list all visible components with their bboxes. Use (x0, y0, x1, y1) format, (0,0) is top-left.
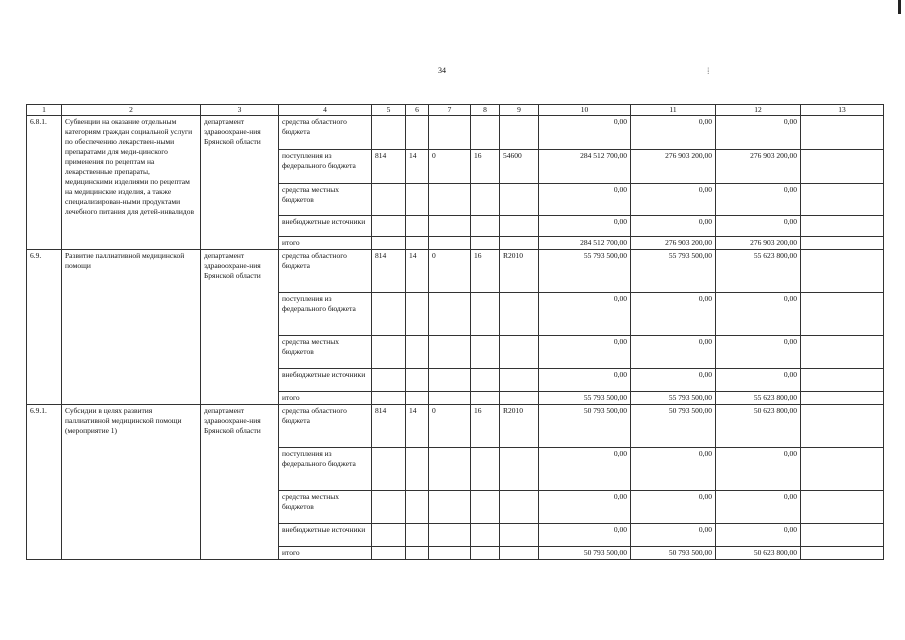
amount-cell: 276 903 200,00 (631, 150, 716, 184)
code-cell (406, 216, 429, 237)
funding-source-cell: средства областного бюджета (279, 116, 372, 150)
code-cell (372, 369, 406, 392)
amount-cell: 0,00 (631, 216, 716, 237)
funding-source-cell: итого (279, 547, 372, 560)
note-cell (801, 547, 884, 560)
header-cell: 9 (500, 105, 539, 116)
note-cell (801, 369, 884, 392)
code-cell: 16 (471, 150, 500, 184)
table-row (27, 250, 884, 293)
code-cell: 14 (406, 150, 429, 184)
code-cell (406, 491, 429, 524)
header-cell: 12 (716, 105, 801, 116)
amount-cell: 0,00 (539, 491, 631, 524)
code-cell (372, 216, 406, 237)
code-cell (429, 184, 471, 216)
code-cell (406, 369, 429, 392)
header-row (27, 105, 884, 116)
amount-cell: 0,00 (539, 293, 631, 336)
amount-cell: 0,00 (631, 293, 716, 336)
amount-cell: 0,00 (716, 448, 801, 491)
item-name-cell: Развитие паллиативной медицинской помощи (62, 250, 201, 405)
table-row (27, 405, 884, 448)
amount-cell: 0,00 (716, 116, 801, 150)
note-cell (801, 491, 884, 524)
code-cell (372, 237, 406, 250)
funding-source-cell: поступления из федерального бюджета (279, 293, 372, 336)
note-cell (801, 524, 884, 547)
scan-artifact-mark: ⁞ (707, 66, 710, 76)
funding-source-cell: средства местных бюджетов (279, 491, 372, 524)
amount-cell: 55 793 500,00 (631, 250, 716, 293)
amount-cell: 50 623 800,00 (716, 547, 801, 560)
amount-cell: 0,00 (539, 116, 631, 150)
amount-cell: 0,00 (539, 184, 631, 216)
code-cell: 54600 (500, 150, 539, 184)
header-cell: 1 (27, 105, 62, 116)
code-cell (406, 184, 429, 216)
code-cell (372, 491, 406, 524)
amount-cell: 0,00 (716, 216, 801, 237)
code-cell (406, 524, 429, 547)
note-cell (801, 293, 884, 336)
item-code-cell: 6.9. (27, 250, 62, 405)
note-cell (801, 216, 884, 237)
header-cell: 6 (406, 105, 429, 116)
amount-cell: 50 793 500,00 (631, 405, 716, 448)
code-cell: R2010 (500, 250, 539, 293)
code-cell: 814 (372, 405, 406, 448)
amount-cell: 276 903 200,00 (716, 237, 801, 250)
note-cell (801, 250, 884, 293)
code-cell (429, 491, 471, 524)
table-body (27, 116, 884, 560)
note-cell (801, 448, 884, 491)
amount-cell: 276 903 200,00 (716, 150, 801, 184)
item-code-cell: 6.9.1. (27, 405, 62, 560)
code-cell (471, 237, 500, 250)
amount-cell: 284 512 700,00 (539, 150, 631, 184)
amount-cell: 0,00 (716, 336, 801, 369)
code-cell: 0 (429, 250, 471, 293)
amount-cell: 0,00 (539, 448, 631, 491)
code-cell (429, 524, 471, 547)
code-cell (500, 336, 539, 369)
code-cell (372, 524, 406, 547)
note-cell (801, 405, 884, 448)
amount-cell: 0,00 (716, 184, 801, 216)
funding-source-cell: поступления из федерального бюджета (279, 150, 372, 184)
code-cell (429, 369, 471, 392)
header-cell: 2 (62, 105, 201, 116)
amount-cell: 0,00 (539, 369, 631, 392)
header-cell: 4 (279, 105, 372, 116)
code-cell (429, 116, 471, 150)
item-code-cell: 6.8.1. (27, 116, 62, 250)
code-cell: 16 (471, 250, 500, 293)
code-cell (372, 293, 406, 336)
note-cell (801, 237, 884, 250)
amount-cell: 0,00 (631, 336, 716, 369)
page-number: 34 (438, 66, 446, 75)
code-cell: 0 (429, 150, 471, 184)
item-name-cell: Субвенции на оказание отдельным категориям граждан социальной услуги по обеспечению лекарствен-ными препаратами для меди-цинского применения по рецептам на лекарственные препараты, медицинскими изделиями по рецептам на медицинские изделия, а также специализирован-ными продуктами лечебного питания для детей-инвалидов (62, 116, 201, 250)
budget-table (26, 104, 884, 560)
amount-cell: 55 793 500,00 (631, 392, 716, 405)
note-cell (801, 336, 884, 369)
item-name-cell: Субсидии в целях развития паллиативной медицинской помощи (мероприятие 1) (62, 405, 201, 560)
header-cell: 5 (372, 105, 406, 116)
code-cell: 814 (372, 150, 406, 184)
funding-source-cell: внебюджетные источники (279, 524, 372, 547)
code-cell (429, 392, 471, 405)
funding-source-cell: итого (279, 392, 372, 405)
code-cell (429, 293, 471, 336)
amount-cell: 50 793 500,00 (539, 405, 631, 448)
code-cell (471, 293, 500, 336)
code-cell (500, 184, 539, 216)
code-cell (471, 116, 500, 150)
code-cell: 16 (471, 405, 500, 448)
note-cell (801, 392, 884, 405)
code-cell (429, 448, 471, 491)
note-cell (801, 184, 884, 216)
code-cell (406, 293, 429, 336)
amount-cell: 55 623 800,00 (716, 392, 801, 405)
code-cell (500, 392, 539, 405)
table-row (27, 116, 884, 150)
funding-source-cell: средства областного бюджета (279, 405, 372, 448)
code-cell: 14 (406, 405, 429, 448)
funding-source-cell: внебюджетные источники (279, 216, 372, 237)
code-cell (500, 491, 539, 524)
amount-cell: 0,00 (716, 369, 801, 392)
amount-cell: 0,00 (716, 293, 801, 336)
executor-cell: департамент здравоохране-ния Брянской области (201, 405, 279, 560)
note-cell (801, 150, 884, 184)
header-cell: 8 (471, 105, 500, 116)
amount-cell: 0,00 (631, 369, 716, 392)
funding-source-cell: средства местных бюджетов (279, 336, 372, 369)
header-cell: 7 (429, 105, 471, 116)
amount-cell: 55 793 500,00 (539, 392, 631, 405)
amount-cell: 0,00 (539, 336, 631, 369)
code-cell (471, 547, 500, 560)
code-cell (500, 448, 539, 491)
funding-source-cell: итого (279, 237, 372, 250)
funding-source-cell: внебюджетные источники (279, 369, 372, 392)
code-cell (500, 524, 539, 547)
code-cell (406, 116, 429, 150)
amount-cell: 0,00 (716, 491, 801, 524)
amount-cell: 0,00 (631, 524, 716, 547)
code-cell (429, 547, 471, 560)
code-cell (372, 336, 406, 369)
header-cell: 13 (801, 105, 884, 116)
code-cell (406, 392, 429, 405)
code-cell (500, 547, 539, 560)
code-cell: 814 (372, 250, 406, 293)
code-cell (406, 336, 429, 369)
code-cell (372, 184, 406, 216)
amount-cell: 0,00 (631, 184, 716, 216)
code-cell (429, 237, 471, 250)
code-cell (372, 448, 406, 491)
code-cell (372, 116, 406, 150)
funding-source-cell: поступления из федерального бюджета (279, 448, 372, 491)
code-cell (429, 336, 471, 369)
executor-cell: департамент здравоохране-ния Брянской области (201, 116, 279, 250)
amount-cell: 0,00 (539, 524, 631, 547)
amount-cell: 0,00 (631, 448, 716, 491)
amount-cell: 50 623 800,00 (716, 405, 801, 448)
header-cell: 11 (631, 105, 716, 116)
code-cell (406, 547, 429, 560)
code-cell: 0 (429, 405, 471, 448)
code-cell (372, 392, 406, 405)
code-cell (500, 369, 539, 392)
code-cell (471, 216, 500, 237)
note-cell (801, 116, 884, 150)
code-cell (471, 392, 500, 405)
amount-cell: 0,00 (716, 524, 801, 547)
code-cell (500, 216, 539, 237)
code-cell (500, 293, 539, 336)
code-cell (429, 216, 471, 237)
code-cell (471, 491, 500, 524)
amount-cell: 0,00 (539, 216, 631, 237)
amount-cell: 276 903 200,00 (631, 237, 716, 250)
code-cell (471, 524, 500, 547)
funding-source-cell: средства местных бюджетов (279, 184, 372, 216)
code-cell (500, 116, 539, 150)
amount-cell: 284 512 700,00 (539, 237, 631, 250)
code-cell (471, 448, 500, 491)
code-cell (406, 448, 429, 491)
code-cell (406, 237, 429, 250)
amount-cell: 0,00 (631, 116, 716, 150)
code-cell (471, 369, 500, 392)
scan-edge-mark (898, 0, 901, 14)
code-cell (372, 547, 406, 560)
code-cell (471, 184, 500, 216)
header-cell: 10 (539, 105, 631, 116)
amount-cell: 55 623 800,00 (716, 250, 801, 293)
code-cell (471, 336, 500, 369)
code-cell: 14 (406, 250, 429, 293)
funding-source-cell: средства областного бюджета (279, 250, 372, 293)
amount-cell: 0,00 (631, 491, 716, 524)
code-cell (500, 237, 539, 250)
code-cell: R2010 (500, 405, 539, 448)
amount-cell: 50 793 500,00 (631, 547, 716, 560)
executor-cell: департамент здравоохране-ния Брянской области (201, 250, 279, 405)
header-cell: 3 (201, 105, 279, 116)
amount-cell: 50 793 500,00 (539, 547, 631, 560)
amount-cell: 55 793 500,00 (539, 250, 631, 293)
